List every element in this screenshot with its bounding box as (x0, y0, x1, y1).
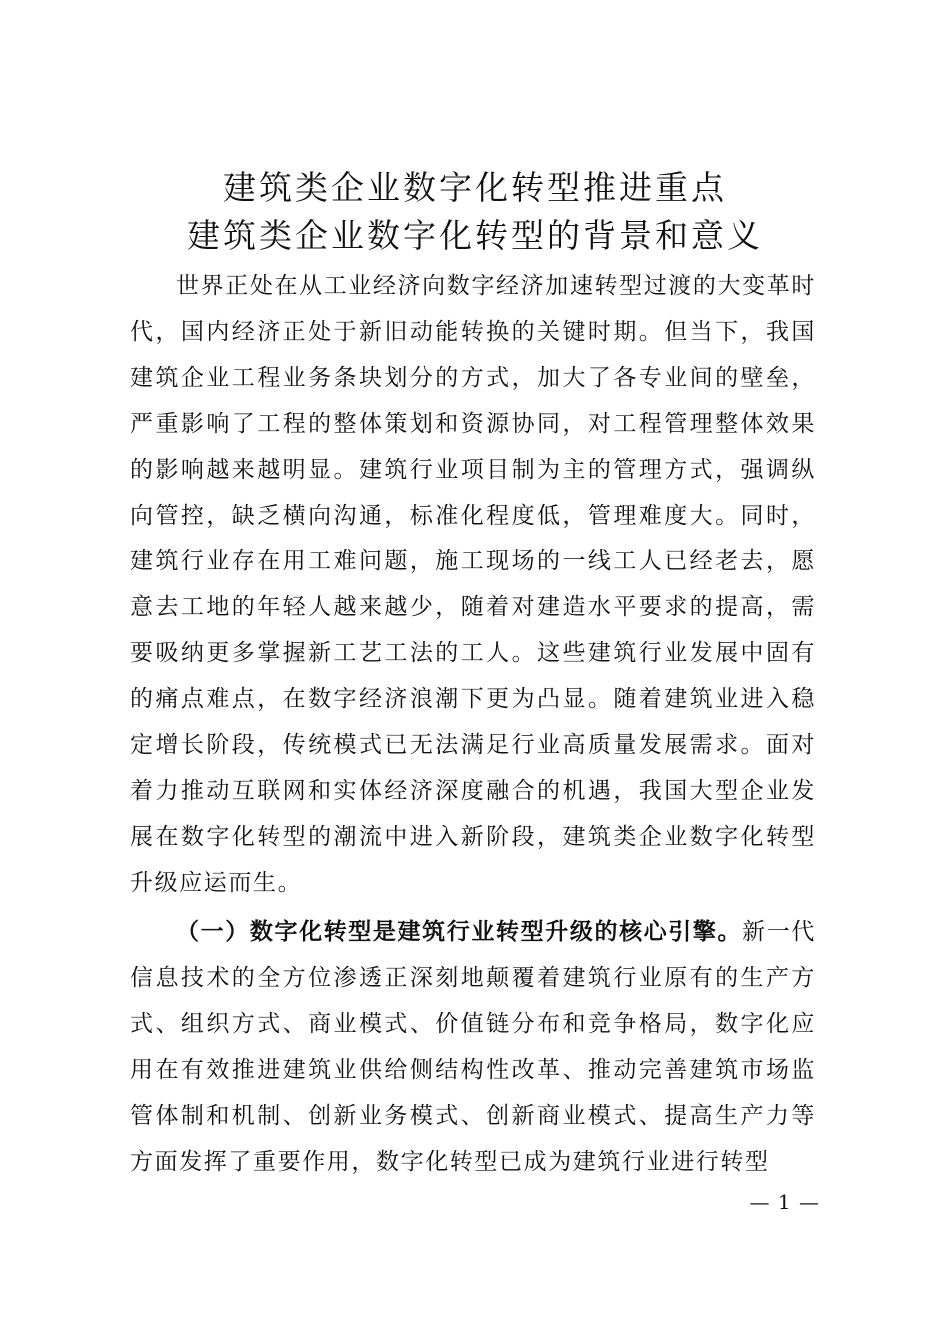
section-one-body: 新一代信息技术的全方位渗透正深刻地颠覆着建筑行业原有的生产方式、组织方式、商业模式、价值链分布和竞争格局，数字化应用在有效推进建筑业供给侧结构性改革、推动完善建筑市场监管体制和机制、创新业务模式、创新商业模式、提高生产力等方面发挥了重要作用，数字化转型已成为建筑行业进行转型 (130, 919, 816, 1175)
document-subtitle: 建筑类企业数字化转型的背景和意义 (187, 216, 763, 255)
paragraph-background: 世界正处在从工业经济向数字经济加速转型过渡的大变革时代，国内经济正处于新旧动能转换的关键时期。但当下，我国建筑企业工程业务条块划分的方式，加大了各专业间的壁垒，严重影响了工程的整体策划和资源协同，对工程管理整体效果的影响越来越明显。建筑行业项目制为主的管理方式，强调纵向管控，缺乏横向沟通，标准化程度低，管理难度大。同时，建筑行业存在用工难问题，施工现场的一线工人已经老去，愿意去工地的年轻人越来越少，随着对建造水平要求的提高，需要吸纳更多掌握新工艺工法的工人。这些建筑行业发展中固有的痛点难点，在数字经济浪潮下更为凸显。随着建筑业进入稳定增长阶段，传统模式已无法满足行业高质量发展需求。面对着力推动互联网和实体经济深度融合的机遇，我国大型企业发展在数字化转型的潮流中进入新阶段，建筑类企业数字化转型升级应运而生。 (130, 273, 816, 896)
paragraph-section-one (130, 909, 816, 1185)
section-one-heading: （一）数字化转型是建筑行业转型升级的核心引擎。 (176, 918, 743, 945)
document-title: 建筑类企业数字化转型推进重点 (223, 168, 727, 207)
page-number: — 1 — (749, 1190, 820, 1214)
